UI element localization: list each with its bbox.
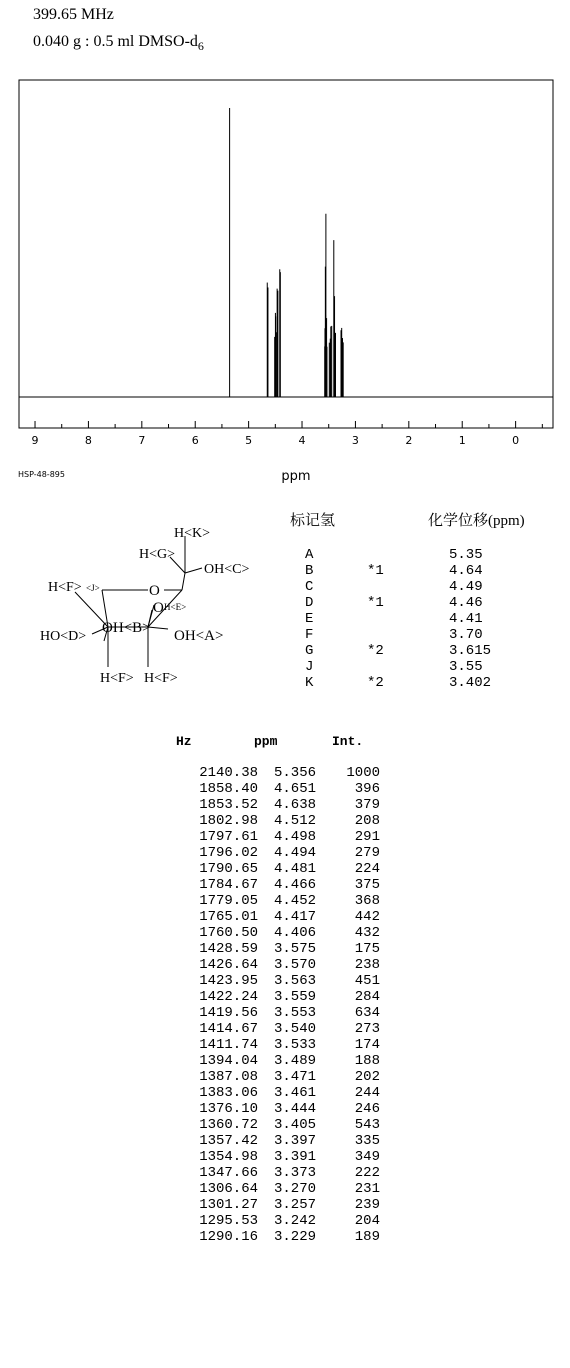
assignment-label: B [305, 563, 314, 579]
peak-row [130, 877, 390, 893]
peak-ppm: 3.575 [273, 941, 316, 957]
peak-row [130, 1053, 390, 1069]
assignment-shift: 4.64 [449, 563, 483, 579]
assignment-row [305, 563, 515, 579]
peak-ppm: 4.417 [273, 909, 316, 925]
assignment-shift: 4.46 [449, 595, 483, 611]
peak-int: 208 [354, 813, 380, 829]
label-hf-bottom-1: H<F> [100, 671, 134, 686]
peak-row [130, 1037, 390, 1053]
peak-hz: 1779.05 [199, 893, 258, 909]
peak-table-header-ppm: ppm [254, 734, 278, 749]
peak-ppm: 3.229 [273, 1229, 316, 1245]
peak-ppm: 4.651 [273, 781, 316, 797]
peak-ppm: 4.466 [273, 877, 316, 893]
peak-row [130, 1117, 390, 1133]
spectrum-id: HSP-48-895 [18, 470, 65, 479]
assignment-row [305, 627, 515, 643]
assignment-shift: 4.49 [449, 579, 483, 595]
peak-hz: 1306.64 [199, 1181, 258, 1197]
peak-int: 174 [354, 1037, 380, 1053]
assignment-label: G [305, 643, 314, 659]
peak-ppm: 3.405 [273, 1117, 316, 1133]
assignment-label: C [305, 579, 314, 595]
peak-hz: 1784.67 [199, 877, 258, 893]
assignment-note: *2 [367, 643, 384, 659]
peak-hz: 1295.53 [199, 1213, 258, 1229]
peak-int: 273 [354, 1021, 380, 1037]
peak-ppm: 3.444 [273, 1101, 316, 1117]
peak-hz: 1383.06 [199, 1085, 258, 1101]
assignment-row [305, 579, 515, 595]
peak-row [130, 845, 390, 861]
peak-int: 368 [354, 893, 380, 909]
assignment-shift: 3.615 [449, 643, 492, 659]
peak-hz: 1411.74 [199, 1037, 258, 1053]
assignment-label: D [305, 595, 314, 611]
label-e-oxygen: O [153, 600, 164, 616]
peak-ppm: 3.242 [273, 1213, 316, 1229]
x-axis-label: ppm [281, 469, 311, 484]
peak-ppm: 3.257 [273, 1197, 316, 1213]
x-tick-label: 0 [512, 434, 520, 447]
peak-hz: 1423.95 [199, 973, 258, 989]
peak-int: 375 [354, 877, 380, 893]
x-tick-label: 2 [405, 434, 413, 447]
x-tick-label: 1 [458, 434, 466, 447]
label-e: H<E> [164, 602, 187, 612]
peak-hz: 1376.10 [199, 1101, 258, 1117]
assignment-label: E [305, 611, 314, 627]
peak-ppm: 3.553 [273, 1005, 316, 1021]
label-hg: H<G> [139, 547, 176, 562]
peak-ppm: 3.461 [273, 1085, 316, 1101]
peak-ppm: 5.356 [273, 765, 316, 781]
x-tick-label: 8 [84, 434, 92, 447]
peak-ppm: 3.373 [273, 1165, 316, 1181]
assignment-shift: 3.55 [449, 659, 483, 675]
peak-row [130, 989, 390, 1005]
peak-int: 379 [354, 797, 380, 813]
peak-ppm: 3.471 [273, 1069, 316, 1085]
peak-row [130, 1165, 390, 1181]
peak-hz: 1853.52 [199, 797, 258, 813]
assignment-shift: 5.35 [449, 547, 483, 563]
sample-description [33, 33, 204, 54]
peak-ppm: 3.559 [273, 989, 316, 1005]
peak-int: 189 [354, 1229, 380, 1245]
label-hf-top: H<F> [48, 580, 82, 595]
peak-hz: 1387.08 [199, 1069, 258, 1085]
peak-ppm: 3.270 [273, 1181, 316, 1197]
peak-ppm: 4.512 [273, 813, 316, 829]
assignment-header-shift: 化学位移(ppm) [428, 513, 525, 529]
peak-int: 451 [354, 973, 380, 989]
peak-hz: 1360.72 [199, 1117, 258, 1133]
assignment-row [305, 611, 515, 627]
assignment-row [305, 547, 515, 563]
label-oha: OH<A> [174, 628, 224, 644]
peak-hz: 1790.65 [199, 861, 258, 877]
peak-int: 202 [354, 1069, 380, 1085]
peak-hz: 1796.02 [199, 845, 258, 861]
peak-ppm: 3.489 [273, 1053, 316, 1069]
assignment-shift: 4.41 [449, 611, 483, 627]
peak-int: 224 [354, 861, 380, 877]
peak-layer [230, 108, 344, 397]
assignment-row [305, 659, 515, 675]
peak-row [130, 1197, 390, 1213]
peak-hz: 1414.67 [199, 1021, 258, 1037]
peak-int: 238 [354, 957, 380, 973]
peak-hz: 1765.01 [199, 909, 258, 925]
peak-hz: 1394.04 [199, 1053, 258, 1069]
peak-int: 543 [354, 1117, 380, 1133]
sample-text: 0.040 g : 0.5 ml DMSO-d [33, 33, 198, 50]
peak-int: 432 [354, 925, 380, 941]
assignment-row [305, 643, 515, 659]
label-ohb: OH<B> [102, 620, 151, 636]
assignment-shift: 3.70 [449, 627, 483, 643]
peak-row [130, 1133, 390, 1149]
peak-int: 188 [354, 1053, 380, 1069]
peak-ppm: 4.638 [273, 797, 316, 813]
peak-ppm: 3.563 [273, 973, 316, 989]
peak-int: 349 [354, 1149, 380, 1165]
peak-hz: 1760.50 [199, 925, 258, 941]
assignment-label: K [305, 675, 314, 691]
peak-int: 284 [354, 989, 380, 1005]
molecule-structure [36, 525, 276, 690]
peak-row [130, 1069, 390, 1085]
x-tick-label: 4 [298, 434, 306, 447]
peak-hz: 1354.98 [199, 1149, 258, 1165]
peak-ppm: 4.406 [273, 925, 316, 941]
x-axis-ticks [32, 421, 543, 447]
peak-int: 231 [354, 1181, 380, 1197]
label-hod: HO<D> [40, 629, 87, 644]
x-tick-label: 5 [245, 434, 253, 447]
peak-hz: 1290.16 [199, 1229, 258, 1245]
peak-ppm: 4.498 [273, 829, 316, 845]
peak-table-header-int: Int. [332, 734, 364, 749]
peak-row [130, 973, 390, 989]
peak-hz: 1797.61 [199, 829, 258, 845]
assignment-row [305, 675, 515, 691]
label-ring-oxygen: O [149, 583, 160, 599]
peak-row [130, 941, 390, 957]
peak-int: 634 [354, 1005, 380, 1021]
peak-row [130, 781, 390, 797]
peak-int: 396 [354, 781, 380, 797]
peak-hz: 2140.38 [199, 765, 258, 781]
peak-hz: 1422.24 [199, 989, 258, 1005]
label-ohc: OH<C> [204, 562, 250, 577]
assignment-shift: 3.402 [449, 675, 492, 691]
sample-subscript: 6 [197, 39, 204, 53]
peak-int: 239 [354, 1197, 380, 1213]
spectrometer-frequency: 399.65 MHz [33, 6, 114, 23]
assignment-note: *1 [367, 595, 384, 611]
assignment-header-label: 标记氢 [290, 513, 336, 529]
peak-row [130, 1213, 390, 1229]
peak-ppm: 3.533 [273, 1037, 316, 1053]
peak-row [130, 957, 390, 973]
peak-hz: 1802.98 [199, 813, 258, 829]
peak-row [130, 1229, 390, 1245]
peak-row [130, 925, 390, 941]
x-tick-label: 7 [138, 434, 146, 447]
label-hk: H<K> [174, 526, 211, 541]
peak-hz: 1419.56 [199, 1005, 258, 1021]
peak-int: 1000 [346, 765, 380, 781]
assignment-label: A [305, 547, 314, 563]
peak-hz: 1347.66 [199, 1165, 258, 1181]
peak-ppm: 4.452 [273, 893, 316, 909]
peak-hz: 1426.64 [199, 957, 258, 973]
peak-int: 291 [354, 829, 380, 845]
peak-row [130, 797, 390, 813]
peak-hz: 1428.59 [199, 941, 258, 957]
peak-hz: 1301.27 [199, 1197, 258, 1213]
peak-row [130, 909, 390, 925]
peak-row [130, 861, 390, 877]
peak-row [130, 1181, 390, 1197]
peak-row [130, 1005, 390, 1021]
x-tick-label: 6 [191, 434, 199, 447]
label-hf-bottom-2: H<F> [144, 671, 178, 686]
peak-ppm: 3.391 [273, 1149, 316, 1165]
assignment-label: J [305, 659, 314, 675]
peak-row [130, 1021, 390, 1037]
peak-int: 244 [354, 1085, 380, 1101]
peak-ppm: 3.397 [273, 1133, 316, 1149]
peak-ppm: 3.540 [273, 1021, 316, 1037]
assignment-note: *2 [367, 675, 384, 691]
label-j: <J> [86, 583, 100, 593]
peak-ppm: 4.481 [273, 861, 316, 877]
peak-int: 222 [354, 1165, 380, 1181]
peak-row [130, 1149, 390, 1165]
peak-int: 335 [354, 1133, 380, 1149]
peak-row [130, 893, 390, 909]
peak-ppm: 3.570 [273, 957, 316, 973]
peak-int: 175 [354, 941, 380, 957]
peak-ppm: 4.494 [273, 845, 316, 861]
peak-hz: 1357.42 [199, 1133, 258, 1149]
peak-row [130, 1085, 390, 1101]
peak-row [130, 765, 390, 781]
assignment-note: *1 [367, 563, 384, 579]
peak-int: 442 [354, 909, 380, 925]
peak-hz: 1858.40 [199, 781, 258, 797]
x-tick-label: 3 [351, 434, 359, 447]
peak-int: 246 [354, 1101, 380, 1117]
peak-int: 279 [354, 845, 380, 861]
assignment-label: F [305, 627, 314, 643]
peak-row [130, 829, 390, 845]
peak-row [130, 1101, 390, 1117]
x-tick-label: 9 [31, 434, 39, 447]
assignment-row [305, 595, 515, 611]
peak-int: 204 [354, 1213, 380, 1229]
peak-row [130, 813, 390, 829]
plot-frame [19, 80, 553, 428]
peak-table-header-hz: Hz [176, 734, 192, 749]
